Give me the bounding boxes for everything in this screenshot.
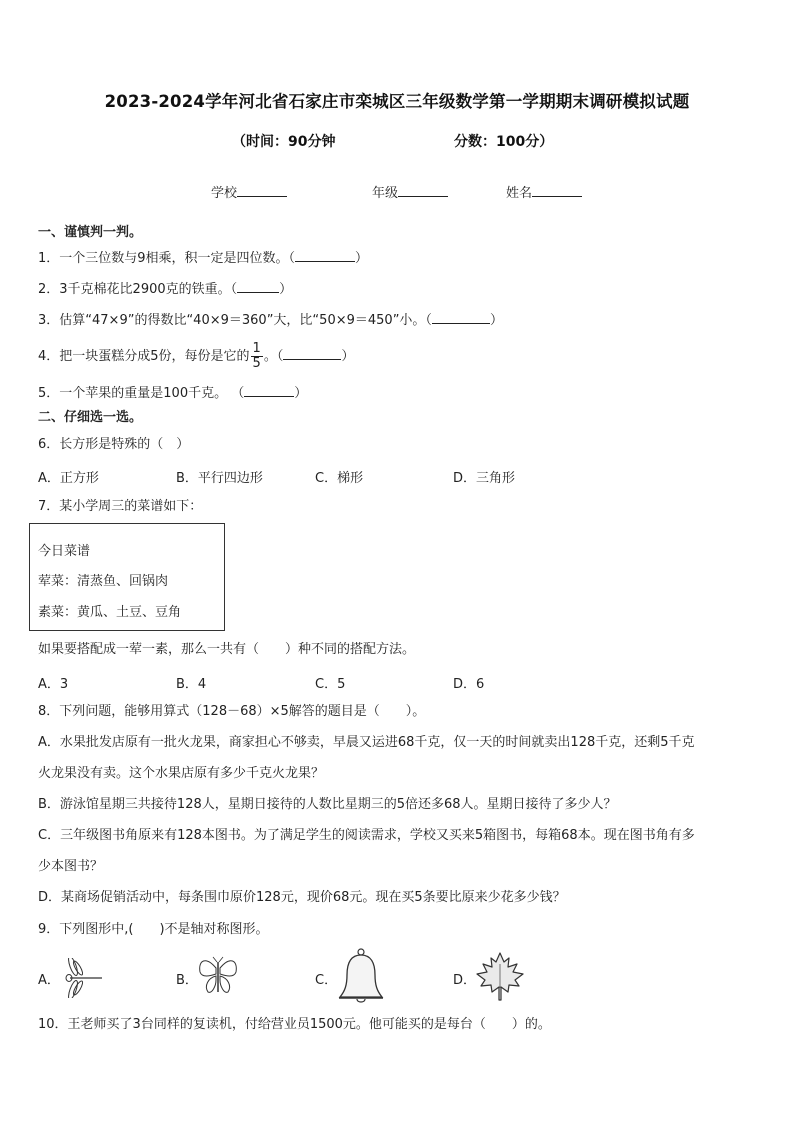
exam-score: 分数：100分） xyxy=(454,134,554,150)
question-10: 10．王老师买了3台同样的复读机，付给营业员1500元。他可能买的是每台（ ）的。 xyxy=(38,1017,551,1032)
q8-option-c[interactable]: C．三年级图书角原来有128本图书。为了满足学生的阅读需求，学校又买来5箱图书，每箱68本。现在图书角有多 xyxy=(38,828,695,843)
fraction-one-fifth: $\frac{1}{5}$ xyxy=(252,341,261,371)
question-4: 4．把一块蛋糕分成5份，每份是它的 $\frac{1}{5}$ 。（ ） xyxy=(38,341,355,371)
dragonfly-icon xyxy=(60,958,104,998)
q7-option-c[interactable]: C．5 xyxy=(315,677,346,692)
exam-time: （时间：90分钟 xyxy=(232,134,336,150)
name-blank[interactable] xyxy=(532,183,582,197)
question-1: 1．一个三位数与9相乘，积一定是四位数。（ ） xyxy=(38,251,369,266)
q8-option-b[interactable]: B．游泳馆星期三共接待128人，星期日接待的人数比星期三的5倍还多68人。星期日接待了多少人？ xyxy=(38,797,617,812)
grade-blank[interactable] xyxy=(398,183,448,197)
question-3: 3．估算“47×9”的得数比“40×9＝360”大，比“50×9＝450”小。（ ） xyxy=(38,313,503,328)
answer-blank-3[interactable] xyxy=(432,311,490,324)
section1-heading: 一、谨慎判一判。 xyxy=(38,225,143,240)
q6-option-b[interactable]: B．平行四边形 xyxy=(176,471,263,486)
q9-option-d[interactable]: D． xyxy=(453,973,477,988)
q6-option-a[interactable]: A．正方形 xyxy=(38,471,99,486)
q7-option-a[interactable]: A．3 xyxy=(38,677,69,692)
q9-option-c[interactable]: C． xyxy=(315,973,338,988)
question-9: 9．下列图形中,( )不是轴对称图形。 xyxy=(38,922,269,937)
question-7: 7．某小学周三的菜谱如下： xyxy=(38,499,203,514)
question-7-ask: 如果要搭配成一荤一素，那么一共有（ ）种不同的搭配方法。 xyxy=(38,642,416,657)
q6-option-d[interactable]: D．三角形 xyxy=(453,471,516,486)
q7-option-d[interactable]: D．6 xyxy=(453,677,485,692)
menu-box xyxy=(29,523,225,631)
menu-title: 今日菜谱 xyxy=(38,544,91,559)
answer-blank-5[interactable] xyxy=(244,384,294,397)
school-field[interactable]: 学校 xyxy=(211,182,287,201)
grade-field[interactable]: 年级 xyxy=(372,182,448,201)
section2-heading: 二、仔细选一选。 xyxy=(38,410,143,425)
question-2: 2．3千克棉花比2900克的铁重。（ ） xyxy=(38,282,293,297)
q8-option-c-cont: 少本图书？ xyxy=(38,859,104,874)
name-field[interactable]: 姓名 xyxy=(506,182,582,201)
question-5: 5．一个苹果的重量是100千克。 （ ） xyxy=(38,386,308,401)
bell-icon xyxy=(337,947,385,1005)
q8-option-a-cont: 火龙果没有卖。这个水果店原有多少千克火龙果？ xyxy=(38,766,325,781)
q7-option-b[interactable]: B．4 xyxy=(176,677,207,692)
menu-veg: 素菜：黄瓜、土豆、豆角 xyxy=(38,605,182,620)
q9-option-a[interactable]: A． xyxy=(38,973,60,988)
q9-option-b[interactable]: B． xyxy=(176,973,198,988)
menu-meat: 荤菜：清蒸鱼、回锅肉 xyxy=(38,574,169,589)
answer-blank-2[interactable] xyxy=(237,280,279,293)
answer-blank-4[interactable] xyxy=(283,347,341,360)
page-title: 2023-2024学年河北省石家庄市栾城区三年级数学第一学期期末调研模拟试题 xyxy=(104,92,690,111)
q6-option-c[interactable]: C．梯形 xyxy=(315,471,364,486)
q8-option-d[interactable]: D．某商场促销活动中，每条围巾原价128元，现价68元。现在买5条要比原来少花多少钱？ xyxy=(38,890,566,905)
maple-leaf-icon xyxy=(473,950,527,1004)
butterfly-icon xyxy=(196,954,240,998)
answer-blank-1[interactable] xyxy=(295,249,355,262)
question-6: 6．长方形是特殊的（ ） xyxy=(38,437,190,452)
q8-option-a[interactable]: A．水果批发店原有一批火龙果，商家担心不够卖，早晨又运进68千克，仅一天的时间就卖出128千克，还剩5千克 xyxy=(38,735,695,750)
question-8: 8．下列问题，能够用算式（128－68）×5解答的题目是（ ）。 xyxy=(38,704,426,719)
school-blank[interactable] xyxy=(237,183,287,197)
